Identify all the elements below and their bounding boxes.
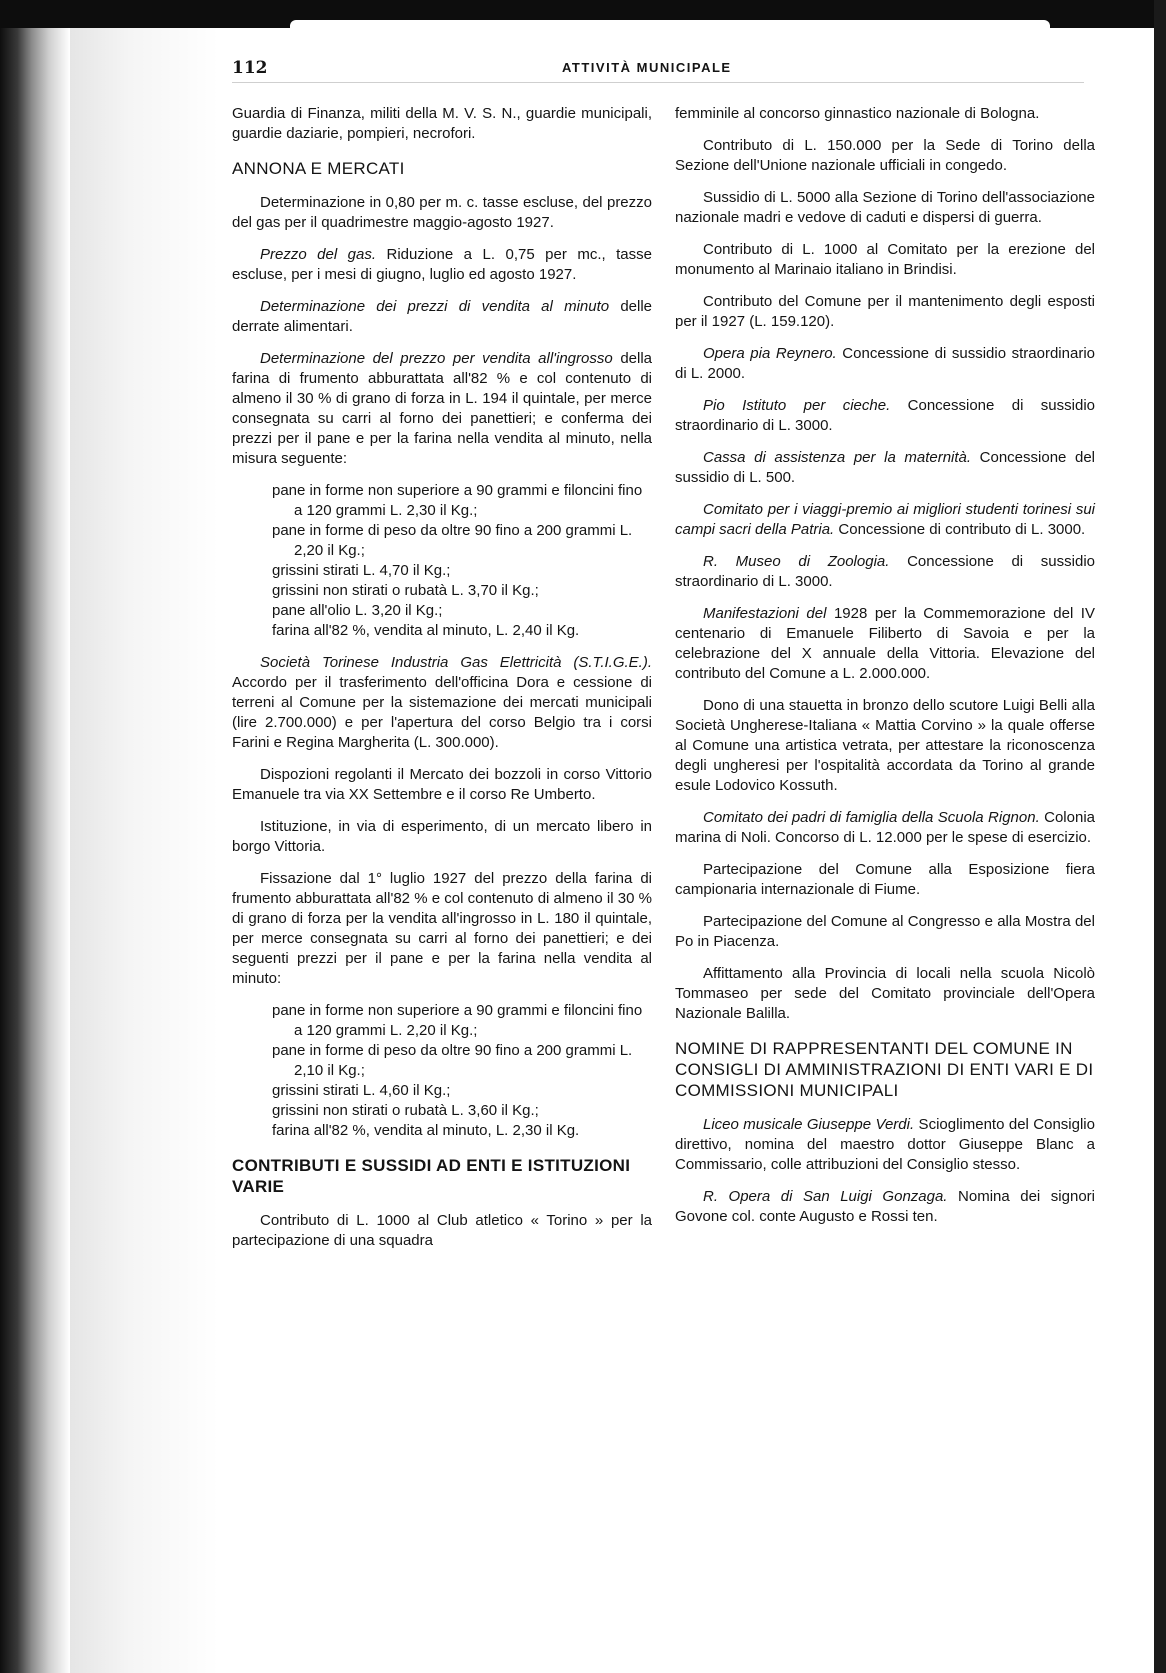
paragraph: Contributo di L. 1000 al Comitato per la erezione del monumento al Marinaio italiano in Brindisi. [675, 241, 1095, 278]
page-header [232, 58, 1084, 82]
paragraph: Determinazione del prezzo per vendita all'ingrosso della farina di frumento abburattata all'82 % e col contenuto di almeno il 30 % di grano di forza in L. 194 il quintale, per merce consegnata su carri al forno dei panettieri; e conferma dei prezzi per il pane e per la farina nella vendita al minuto, nella misura seguente: [232, 350, 653, 467]
page-gutter-shadow [70, 0, 220, 1673]
scan-right-border [1154, 0, 1166, 1673]
paragraph: Pio Istituto per cieche. Concessione di sussidio straordinario di L. 3000. [675, 397, 1096, 434]
paragraph: Guardia di Finanza, militi della M. V. S. N., guardie municipali, guardie daziarie, pompieri, necrofori. [232, 105, 652, 142]
paragraph: Dispozioni regolanti il Mercato dei bozzoli in corso Vittorio Emanuele tra via XX Settembre e il corso Re Umberto. [232, 766, 652, 803]
running-head: ATTIVITÀ MUNICIPALE [562, 60, 732, 75]
list-item: pane in forme non superiore a 90 grammi e filoncini fino a 120 grammi L. 2,30 il Kg.; [272, 482, 643, 519]
book-binding-shadow [0, 0, 70, 1673]
list-item: farina all'82 %, vendita al minuto, L. 2,30 il Kg. [272, 1122, 580, 1139]
paragraph: Contributo di L. 1000 al Club atletico « Torino » per la partecipazione di una squadra [232, 1212, 652, 1249]
list-item: pane all'olio L. 3,20 il Kg.; [272, 602, 443, 619]
paragraph: Fissazione dal 1° luglio 1927 del prezzo della farina di frumento abburattata all'82 % e col contenuto di almeno il 30 % di grano di forza per la vendita all'ingrosso in L. 180 il quintale, per merce consegnata su carri al forno dei panettieri; e dei seguenti prezzi per il pane e per la farina nella vendita al minuto: [232, 870, 652, 987]
paragraph: Comitato per i viaggi-premio ai migliori studenti torinesi sui campi sacri della Patria. Concessione di contributo di L. 3000. [675, 501, 1095, 538]
list-item: grissini stirati L. 4,60 il Kg.; [272, 1082, 451, 1099]
paragraph: R. Museo di Zoologia. Concessione di sussidio straordinario di L. 3000. [675, 553, 1095, 590]
price-list-2 [272, 1001, 652, 1141]
paragraph: Comitato dei padri di famiglia della Scuola Rignon. Colonia marina di Noli. Concorso di L. 12.000 per le spese di esercizio. [675, 809, 1095, 846]
list-item: grissini stirati L. 4,70 il Kg.; [272, 562, 451, 579]
list-item: pane in forme di peso da oltre 90 fino a 200 grammi L. 2,20 il Kg.; [272, 522, 633, 559]
paragraph: Affittamento alla Provincia di locali nella scuola Nicolò Tommaseo per sede del Comitato provinciale dell'Opera Nazionale Balilla. [675, 965, 1095, 1022]
paragraph: Opera pia Reynero. Concessione di sussidio straordinario di L. 2000. [675, 345, 1095, 382]
section-heading-annona: ANNONA E MERCATI [232, 159, 405, 178]
scan-top-border [0, 0, 1166, 28]
left-column [232, 104, 652, 1263]
paragraph: Liceo musicale Giuseppe Verdi. Scioglimento del Consiglio direttivo, nomina del maestro dottor Giuseppe Blanc a Commissario, colle attribuzioni del Consiglio stesso. [675, 1116, 1095, 1173]
paragraph: R. Opera di San Luigi Gonzaga. Nomina dei signori Govone col. conte Augusto e Rossi ten. [675, 1188, 1095, 1225]
list-item: pane in forme di peso da oltre 90 fino a 200 grammi L. 2,10 il Kg.; [272, 1042, 633, 1079]
paragraph: Sussidio di L. 5000 alla Sezione di Torino dell'associazione nazionale madri e vedove di caduti e dispersi di guerra. [675, 189, 1095, 226]
paragraph: Partecipazione del Comune al Congresso e alla Mostra del Po in Piacenza. [675, 913, 1095, 950]
list-item: farina all'82 %, vendita al minuto, L. 2,40 il Kg. [272, 622, 580, 639]
paragraph: Contributo del Comune per il mantenimento degli esposti per il 1927 (L. 159.120). [675, 293, 1095, 330]
paragraph: Cassa di assistenza per la maternità. Concessione del sussidio di L. 500. [675, 449, 1095, 486]
paragraph: Manifestazioni del 1928 per la Commemorazione del IV centenario di Emanuele Filiberto di Savoia e per la celebrazione del X annuale della Vittoria. Elevazione del contributo del Comune a L. 2.000.000. [675, 605, 1095, 682]
right-column [675, 104, 1095, 1239]
section-heading-nomine: NOMINE DI RAPPRESENTANTI DEL COMUNE IN CONSIGLI DI AMMINISTRAZIONI DI ENTI VARI E DI COMMISSIONI MUNICIPALI [675, 1039, 1094, 1100]
page-number: 112 [232, 58, 268, 78]
paragraph: Istituzione, in via di esperimento, di un mercato libero in borgo Vittoria. [232, 818, 652, 855]
paragraph: Determinazione in 0,80 per m. c. tasse escluse, del prezzo del gas per il quadrimestre maggio-agosto 1927. [232, 194, 652, 231]
header-rule [232, 82, 1084, 83]
paragraph: femminile al concorso ginnastico nazionale di Bologna. [675, 105, 1040, 122]
list-item: grissini non stirati o rubatà L. 3,70 il Kg.; [272, 582, 539, 599]
paragraph: Società Torinese Industria Gas Elettricità (S.T.I.G.E.). Accordo per il trasferimento dell'officina Dora e cessione di terreni al Comune per la sistemazione dei mercati municipali (lire 2.700.000) e per l'apertura del corso Belgio tra i corsi Farini e Regina Margherita (L. 300.000). [232, 654, 652, 751]
section-heading-contributi: CONTRIBUTI E SUSSIDI AD ENTI E ISTITUZIONI VARIE [232, 1156, 631, 1196]
list-item: grissini non stirati o rubatà L. 3,60 il Kg.; [272, 1102, 539, 1119]
paragraph: Determinazione dei prezzi di vendita al minuto delle derrate alimentari. [232, 298, 653, 335]
paragraph: Dono di una stauetta in bronzo dello scutore Luigi Belli alla Società Ungherese-Italiana « Mattia Corvino » la quale offerse al Comune una artistica vetrata, per attestare la riconoscenza degli ungheresi per l'ospitalità accordata da Torino al grande esule Lodovico Kossuth. [675, 697, 1095, 794]
list-item: pane in forme non superiore a 90 grammi e filoncini fino a 120 grammi L. 2,20 il Kg.; [272, 1002, 643, 1039]
price-list-1 [272, 481, 652, 641]
paragraph: Prezzo del gas. Riduzione a L. 0,75 per mc., tasse escluse, per i mesi di giugno, luglio ed agosto 1927. [232, 246, 652, 283]
paragraph: Partecipazione del Comune alla Esposizione fiera campionaria internazionale di Fiume. [675, 861, 1095, 898]
paragraph: Contributo di L. 150.000 per la Sede di Torino della Sezione dell'Unione nazionale ufficiali in congedo. [675, 137, 1095, 174]
